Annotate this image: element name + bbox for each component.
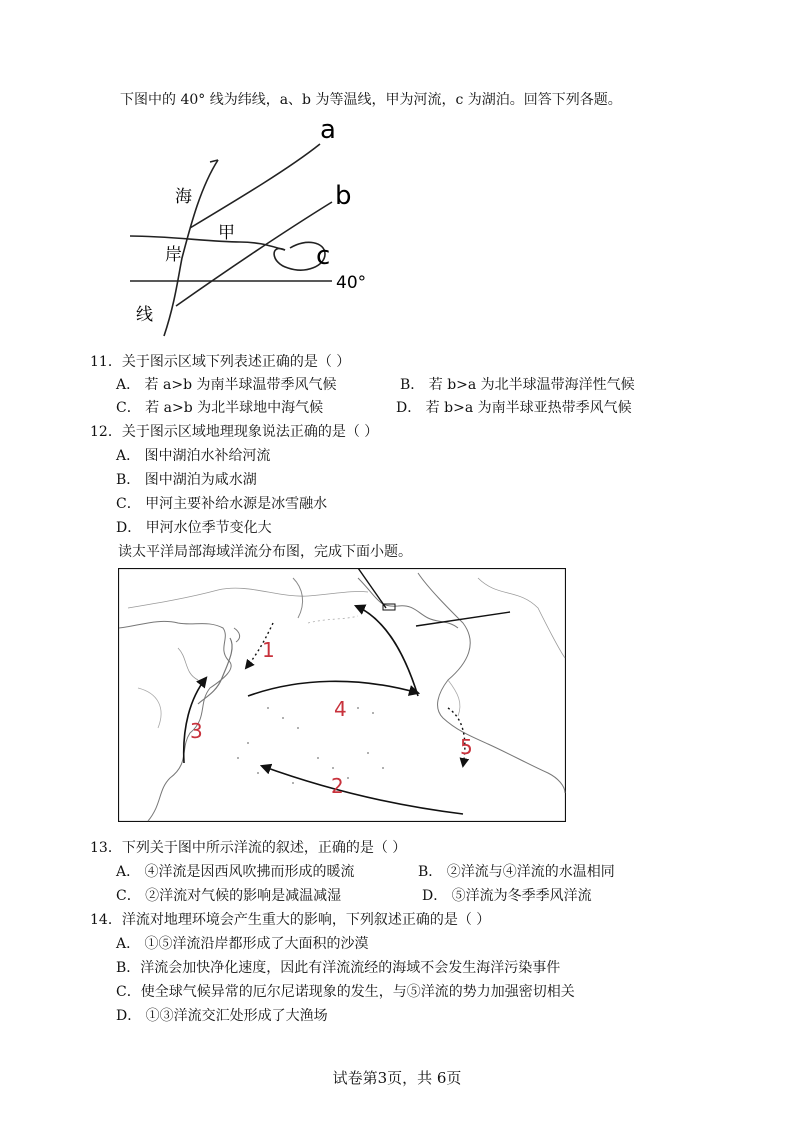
page-footer: 试卷第3页，共 6页 (332, 1069, 462, 1087)
intro-figure2: 读太平洋局部海域洋流分布图，完成下面小题。 (118, 544, 412, 560)
q14-option-b: B．洋流会加快净化速度，因此有洋流流经的海域不会发生海洋污染事件 (116, 960, 561, 976)
label-xian: 线 (136, 305, 153, 325)
q13-option-a: A． ④洋流是因西风吹拂而形成的暖流 (116, 864, 355, 880)
q13-option-b: B． ②洋流与④洋流的水温相同 (418, 864, 615, 880)
q14-stem: 14．洋流对地理环境会产生重大的影响，下列叙述正确的是（ ） (90, 912, 491, 928)
q11-option-b: B． 若 b>a 为北半球温带海洋性气候 (400, 377, 635, 393)
q11-stem: 11．关于图示区域下列表述正确的是（ ） (90, 354, 351, 370)
ocean-current-map (118, 568, 566, 822)
q11-option-c: C． 若 a>b 为北半球地中海气候 (116, 400, 324, 416)
q14-option-a: A． ①⑤洋流沿岸都形成了大面积的沙漠 (116, 936, 369, 952)
q12-option-a: A． 图中湖泊水补给河流 (116, 448, 271, 464)
q12-stem: 12．关于图示区域地理现象说法正确的是（ ） (90, 424, 379, 440)
label-c: c (316, 241, 331, 271)
current-number-2: 2 (331, 774, 344, 798)
label-jia: 甲 (218, 223, 235, 243)
label-b: b (335, 181, 352, 211)
isotherm-diagram (120, 118, 380, 340)
q13-option-c: C． ②洋流对气候的影响是减温减湿 (116, 888, 342, 904)
label-an: 岸 (165, 245, 182, 265)
q13-stem: 13．下列关于图中所示洋流的叙述，正确的是（ ） (90, 840, 407, 856)
label-a: a (320, 118, 336, 145)
q12-option-d: D． 甲河水位季节变化大 (116, 520, 272, 536)
current-number-4: 4 (334, 697, 347, 721)
q14-option-d: D． ①③洋流交汇处形成了大渔场 (116, 1008, 328, 1024)
q11-option-d: D． 若 b>a 为南半球亚热带季风气候 (396, 400, 632, 416)
current-number-1: 1 (262, 638, 275, 662)
current-number-5: 5 (460, 735, 473, 759)
q13-option-d: D． ⑤洋流为冬季季风洋流 (422, 888, 592, 904)
q12-option-c: C． 甲河主要补给水源是冰雪融水 (116, 496, 328, 512)
label-hai: 海 (175, 187, 192, 207)
current-number-3: 3 (190, 719, 203, 743)
q12-option-b: B． 图中湖泊为咸水湖 (116, 472, 257, 488)
label-40-degree: 40° (336, 273, 367, 293)
intro-figure1: 下图中的 40° 线为纬线，a、b 为等温线，甲为河流，c 为湖泊。回答下列各题。 (120, 92, 622, 108)
q11-option-a: A． 若 a>b 为南半球温带季风气候 (116, 377, 337, 393)
q14-option-c: C．使全球气候异常的厄尔尼诺现象的发生，与⑤洋流的势力加强密切相关 (116, 984, 575, 1000)
